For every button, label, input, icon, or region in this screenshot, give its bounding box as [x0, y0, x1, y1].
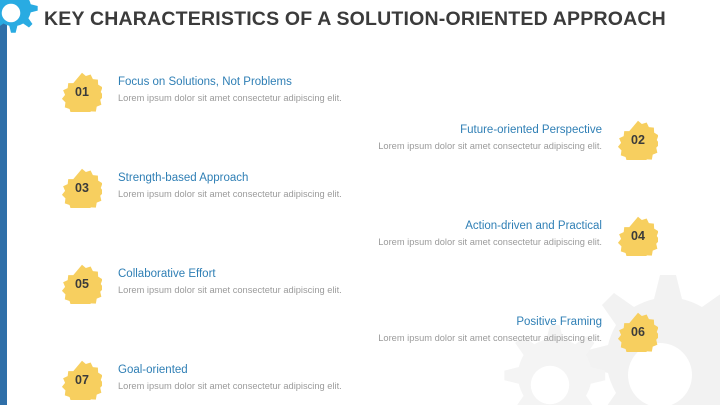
list-item	[0, 120, 720, 166]
item-description: Lorem ipsum dolor sit amet consectetur adipiscing elit.	[118, 285, 342, 295]
number-badge	[618, 312, 658, 352]
number-label: 01	[75, 85, 89, 99]
list-item	[0, 72, 720, 118]
list-item	[0, 264, 720, 310]
number-badge	[62, 72, 102, 112]
item-description: Lorem ipsum dolor sit amet consectetur adipiscing elit.	[378, 333, 602, 343]
number-label: 07	[75, 373, 89, 387]
list-item	[0, 216, 720, 262]
number-badge	[618, 120, 658, 160]
item-text	[118, 362, 342, 394]
number-label: 04	[631, 229, 645, 243]
item-heading: Action-driven and Practical	[465, 220, 602, 232]
number-badge	[62, 264, 102, 304]
characteristics-list	[0, 72, 720, 405]
list-item	[0, 312, 720, 358]
item-description: Lorem ipsum dolor sit amet consectetur adipiscing elit.	[118, 381, 342, 391]
number-label: 05	[75, 277, 89, 291]
item-description: Lorem ipsum dolor sit amet consectetur adipiscing elit.	[378, 141, 602, 151]
item-description: Lorem ipsum dolor sit amet consectetur adipiscing elit.	[118, 189, 342, 199]
number-badge	[62, 168, 102, 208]
number-label: 06	[631, 325, 645, 339]
number-badge	[618, 216, 658, 256]
item-heading: Goal-oriented	[118, 364, 188, 376]
number-label: 03	[75, 181, 89, 195]
item-heading: Positive Framing	[516, 316, 602, 328]
number-label: 02	[631, 133, 645, 147]
item-heading: Strength-based Approach	[118, 172, 249, 184]
item-heading: Future-oriented Perspective	[460, 124, 602, 136]
item-text	[378, 314, 602, 346]
page-title: KEY CHARACTERISTICS OF A SOLUTION-ORIENTED APPROACH	[44, 8, 666, 30]
list-item	[0, 360, 720, 405]
item-description: Lorem ipsum dolor sit amet consectetur adipiscing elit.	[118, 93, 342, 103]
item-text	[378, 122, 602, 154]
number-badge	[62, 360, 102, 400]
item-text	[378, 218, 602, 250]
item-heading: Focus on Solutions, Not Problems	[118, 76, 292, 88]
item-text	[118, 170, 342, 202]
item-description: Lorem ipsum dolor sit amet consectetur adipiscing elit.	[378, 237, 602, 247]
gear-icon	[0, 0, 40, 42]
item-text	[118, 266, 342, 298]
item-text	[118, 74, 342, 106]
item-heading: Collaborative Effort	[118, 268, 216, 280]
list-item	[0, 168, 720, 214]
